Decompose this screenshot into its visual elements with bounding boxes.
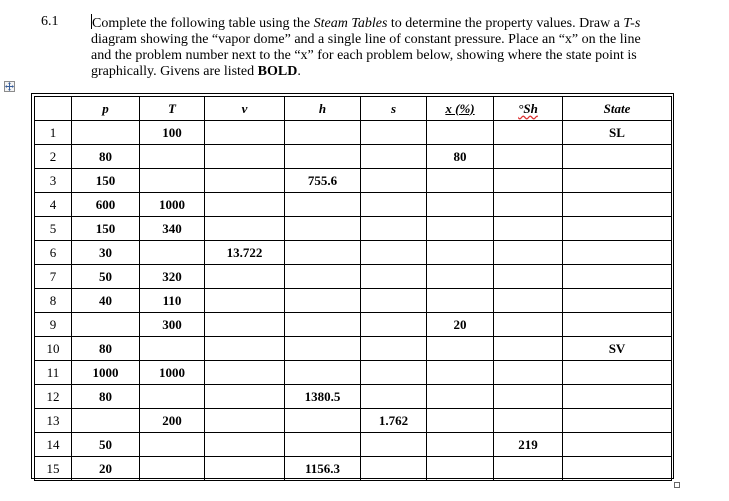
- state-cell[interactable]: [563, 241, 672, 265]
- pressure-cell[interactable]: 80: [72, 145, 140, 169]
- enthalpy-cell[interactable]: 1156.3: [285, 457, 361, 481]
- superheat-cell[interactable]: [494, 121, 563, 145]
- specific-volume-cell[interactable]: [205, 433, 285, 457]
- pressure-cell[interactable]: 50: [72, 265, 140, 289]
- table-header-row: [35, 97, 672, 121]
- header-index: [35, 97, 72, 121]
- enthalpy-cell[interactable]: [285, 217, 361, 241]
- table-row: [35, 361, 672, 385]
- row-index-cell[interactable]: 14: [35, 433, 72, 457]
- entropy-cell[interactable]: [361, 265, 427, 289]
- entropy-cell[interactable]: [361, 289, 427, 313]
- problem-statement: [91, 14, 661, 80]
- pressure-cell[interactable]: [72, 409, 140, 433]
- header-temperature: T: [140, 97, 205, 121]
- state-cell[interactable]: [563, 169, 672, 193]
- enthalpy-cell[interactable]: [285, 361, 361, 385]
- specific-volume-cell[interactable]: [205, 361, 285, 385]
- quality-cell[interactable]: 20: [427, 313, 494, 337]
- specific-volume-cell[interactable]: [205, 385, 285, 409]
- table-row: [35, 337, 672, 361]
- row-index-cell[interactable]: 5: [35, 217, 72, 241]
- enthalpy-cell[interactable]: [285, 289, 361, 313]
- temperature-cell[interactable]: 300: [140, 313, 205, 337]
- quality-cell[interactable]: [427, 265, 494, 289]
- quality-cell[interactable]: [427, 121, 494, 145]
- quality-cell[interactable]: [427, 409, 494, 433]
- table-row: [35, 193, 672, 217]
- entropy-cell[interactable]: [361, 145, 427, 169]
- state-cell[interactable]: SL: [563, 121, 672, 145]
- row-index-cell[interactable]: 7: [35, 265, 72, 289]
- specific-volume-cell[interactable]: 13.722: [205, 241, 285, 265]
- entropy-cell[interactable]: [361, 193, 427, 217]
- enthalpy-cell[interactable]: [285, 121, 361, 145]
- entropy-cell[interactable]: [361, 169, 427, 193]
- header-specific-volume: v: [205, 97, 285, 121]
- row-index-cell[interactable]: 10: [35, 337, 72, 361]
- table-row: [35, 433, 672, 457]
- row-index-cell[interactable]: 15: [35, 457, 72, 481]
- superheat-cell[interactable]: [494, 289, 563, 313]
- temperature-cell[interactable]: 1000: [140, 361, 205, 385]
- table-row: [35, 313, 672, 337]
- quality-cell[interactable]: [427, 217, 494, 241]
- quality-cell[interactable]: 80: [427, 145, 494, 169]
- table-resize-handle-icon[interactable]: [674, 482, 680, 488]
- enthalpy-cell[interactable]: [285, 265, 361, 289]
- temperature-cell[interactable]: [140, 337, 205, 361]
- enthalpy-cell[interactable]: [285, 241, 361, 265]
- quality-cell[interactable]: [427, 433, 494, 457]
- problem-number: 6.1: [41, 14, 59, 29]
- table-row: [35, 265, 672, 289]
- temperature-cell[interactable]: 320: [140, 265, 205, 289]
- header-pressure: p: [72, 97, 140, 121]
- temperature-cell[interactable]: [140, 241, 205, 265]
- temperature-cell[interactable]: [140, 385, 205, 409]
- state-cell[interactable]: [563, 145, 672, 169]
- superheat-cell[interactable]: 219: [494, 433, 563, 457]
- row-index-cell[interactable]: 6: [35, 241, 72, 265]
- specific-volume-cell[interactable]: [205, 265, 285, 289]
- quality-cell[interactable]: [427, 337, 494, 361]
- entropy-cell[interactable]: [361, 337, 427, 361]
- state-cell[interactable]: [563, 457, 672, 481]
- enthalpy-cell[interactable]: [285, 193, 361, 217]
- enthalpy-cell[interactable]: 755.6: [285, 169, 361, 193]
- header-enthalpy: h: [285, 97, 361, 121]
- header-state: State: [563, 97, 672, 121]
- superheat-cell[interactable]: [494, 241, 563, 265]
- pressure-cell[interactable]: 600: [72, 193, 140, 217]
- problem-text-c: to determine the property values. Draw a: [387, 16, 624, 31]
- superheat-cell[interactable]: [494, 409, 563, 433]
- table-row: [35, 121, 672, 145]
- superheat-cell[interactable]: [494, 265, 563, 289]
- pressure-cell[interactable]: 80: [72, 385, 140, 409]
- problem-text-ts: T-s: [623, 16, 641, 31]
- specific-volume-cell[interactable]: [205, 217, 285, 241]
- row-index-cell[interactable]: 11: [35, 361, 72, 385]
- table-row: [35, 385, 672, 409]
- entropy-cell[interactable]: [361, 217, 427, 241]
- state-cell[interactable]: SV: [563, 337, 672, 361]
- state-cell[interactable]: [563, 409, 672, 433]
- problem-text-e: diagram showing the “vapor dome” and a single line of constant pressure. Place an “x” on the line and the problem number next to the “x” for each problem below, showing where the state point is graphically. Givens are listed: [91, 32, 641, 79]
- specific-volume-cell[interactable]: [205, 409, 285, 433]
- enthalpy-cell[interactable]: [285, 433, 361, 457]
- state-cell[interactable]: [563, 361, 672, 385]
- pressure-cell[interactable]: 1000: [72, 361, 140, 385]
- header-entropy: s: [361, 97, 427, 121]
- quality-cell[interactable]: [427, 169, 494, 193]
- superheat-cell[interactable]: [494, 217, 563, 241]
- enthalpy-cell[interactable]: [285, 409, 361, 433]
- state-cell[interactable]: [563, 313, 672, 337]
- table-body: [35, 121, 672, 481]
- quality-cell[interactable]: [427, 361, 494, 385]
- specific-volume-cell[interactable]: [205, 313, 285, 337]
- temperature-cell[interactable]: [140, 457, 205, 481]
- entropy-cell[interactable]: [361, 385, 427, 409]
- table-row: [35, 169, 672, 193]
- enthalpy-cell[interactable]: 1380.5: [285, 385, 361, 409]
- superheat-cell[interactable]: [494, 385, 563, 409]
- temperature-cell[interactable]: 110: [140, 289, 205, 313]
- property-table: [31, 93, 674, 479]
- quality-cell[interactable]: [427, 385, 494, 409]
- problem-text-steam-tables: Steam Tables: [313, 16, 388, 31]
- entropy-cell[interactable]: 1.762: [361, 409, 427, 433]
- entropy-cell[interactable]: [361, 457, 427, 481]
- entropy-cell[interactable]: [361, 241, 427, 265]
- specific-volume-cell[interactable]: [205, 193, 285, 217]
- row-index-cell[interactable]: 1: [35, 121, 72, 145]
- enthalpy-cell[interactable]: [285, 337, 361, 361]
- header-superheat: [494, 97, 563, 121]
- table-row: [35, 289, 672, 313]
- row-index-cell[interactable]: 3: [35, 169, 72, 193]
- temperature-cell[interactable]: [140, 145, 205, 169]
- specific-volume-cell[interactable]: [205, 337, 285, 361]
- state-cell[interactable]: [563, 193, 672, 217]
- row-index-cell[interactable]: 8: [35, 289, 72, 313]
- temperature-cell[interactable]: 200: [140, 409, 205, 433]
- row-index-cell[interactable]: 2: [35, 145, 72, 169]
- pressure-cell[interactable]: [72, 121, 140, 145]
- state-cell[interactable]: [563, 265, 672, 289]
- specific-volume-cell[interactable]: [205, 121, 285, 145]
- pressure-cell[interactable]: 50: [72, 433, 140, 457]
- specific-volume-cell[interactable]: [205, 169, 285, 193]
- superheat-cell[interactable]: [494, 457, 563, 481]
- quality-cell[interactable]: [427, 457, 494, 481]
- state-cell[interactable]: [563, 289, 672, 313]
- pressure-cell[interactable]: 40: [72, 289, 140, 313]
- row-index-cell[interactable]: 9: [35, 313, 72, 337]
- enthalpy-cell[interactable]: [285, 313, 361, 337]
- state-cell[interactable]: [563, 385, 672, 409]
- superheat-cell[interactable]: [494, 193, 563, 217]
- superheat-cell[interactable]: [494, 361, 563, 385]
- specific-volume-cell[interactable]: [205, 289, 285, 313]
- header-superheat-label: °Sh: [518, 100, 538, 116]
- pressure-cell[interactable]: 80: [72, 337, 140, 361]
- superheat-cell[interactable]: [494, 337, 563, 361]
- header-quality-label: x (%): [445, 100, 475, 116]
- problem-text-a: Complete the following table using the: [92, 16, 314, 31]
- problem-text-bold: BOLD: [257, 64, 298, 79]
- table-row: [35, 409, 672, 433]
- table-row: [35, 145, 672, 169]
- row-index-cell[interactable]: 13: [35, 409, 72, 433]
- pressure-cell[interactable]: 150: [72, 169, 140, 193]
- specific-volume-cell[interactable]: [205, 145, 285, 169]
- temperature-cell[interactable]: 1000: [140, 193, 205, 217]
- enthalpy-cell[interactable]: [285, 145, 361, 169]
- pressure-cell[interactable]: 30: [72, 241, 140, 265]
- problem-text-g: .: [297, 64, 301, 79]
- pressure-cell[interactable]: 20: [72, 457, 140, 481]
- table-row: [35, 457, 672, 481]
- temperature-cell[interactable]: [140, 169, 205, 193]
- superheat-cell[interactable]: [494, 313, 563, 337]
- superheat-cell[interactable]: [494, 169, 563, 193]
- entropy-cell[interactable]: [361, 121, 427, 145]
- pressure-cell[interactable]: [72, 313, 140, 337]
- temperature-cell[interactable]: [140, 433, 205, 457]
- quality-cell[interactable]: [427, 193, 494, 217]
- quality-cell[interactable]: [427, 241, 494, 265]
- specific-volume-cell[interactable]: [205, 457, 285, 481]
- temperature-cell[interactable]: 340: [140, 217, 205, 241]
- header-quality: [427, 97, 494, 121]
- state-cell[interactable]: [563, 433, 672, 457]
- row-index-cell[interactable]: 4: [35, 193, 72, 217]
- temperature-cell[interactable]: 100: [140, 121, 205, 145]
- row-index-cell[interactable]: 12: [35, 385, 72, 409]
- superheat-cell[interactable]: [494, 145, 563, 169]
- entropy-cell[interactable]: [361, 433, 427, 457]
- table-row: [35, 217, 672, 241]
- entropy-cell[interactable]: [361, 313, 427, 337]
- quality-cell[interactable]: [427, 289, 494, 313]
- state-cell[interactable]: [563, 217, 672, 241]
- entropy-cell[interactable]: [361, 361, 427, 385]
- table-move-handle-icon[interactable]: [4, 81, 15, 92]
- pressure-cell[interactable]: 150: [72, 217, 140, 241]
- table-row: [35, 241, 672, 265]
